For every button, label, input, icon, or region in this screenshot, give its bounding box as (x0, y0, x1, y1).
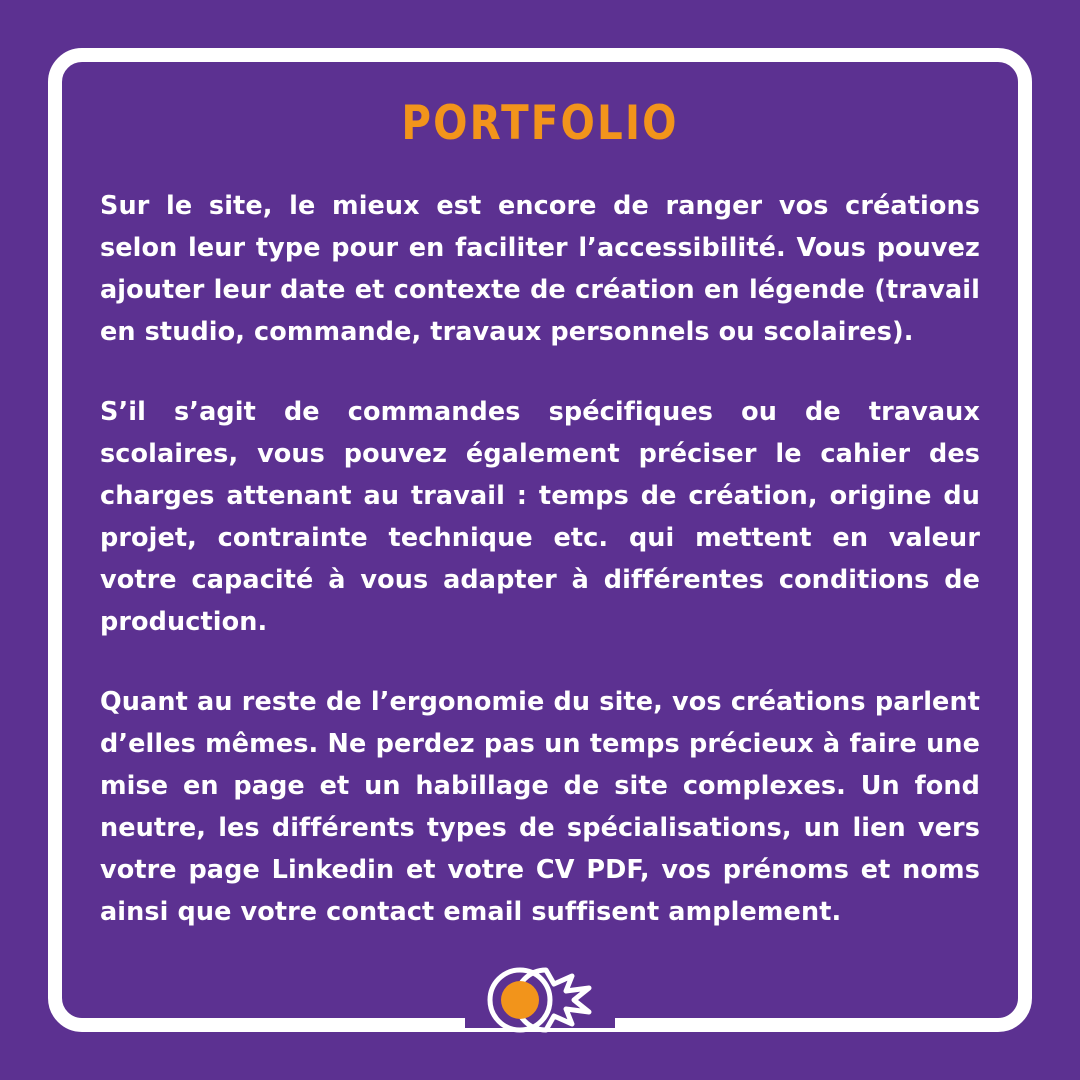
paragraph-1: Sur le site, le mieux est encore de ranger vos créations selon leur type pour en faciliter l’accessibilité. Vous pouvez ajouter leur date et contexte de création en légende (travail en studio, commande, travaux personnels ou scolaires). (100, 191, 980, 347)
emblem-frame-mask (465, 1006, 615, 1028)
page-title: PORTFOLIO (401, 96, 679, 151)
paragraph-2: S’il s’agit de commandes spécifiques ou de travaux scolaires, vous pouvez également préciser le cahier des charges attenant au travail : temps de création, origine du projet, contrainte technique etc. qui mettent en valeur votre capacité à vous adapter à différentes conditions de production. (100, 397, 980, 637)
paragraph-3: Quant au reste de l’ergonomie du site, vos créations parlent d’elles mêmes. Ne perdez pas un temps précieux à faire une mise en page et un habillage de site complexes. Un fond neutre, les différents types de spécialisations, un lien vers votre page Linkedin et votre CV PDF, vos prénoms et noms ainsi que votre contact email suffisent amplement. (100, 687, 980, 927)
slide-content (100, 96, 980, 933)
